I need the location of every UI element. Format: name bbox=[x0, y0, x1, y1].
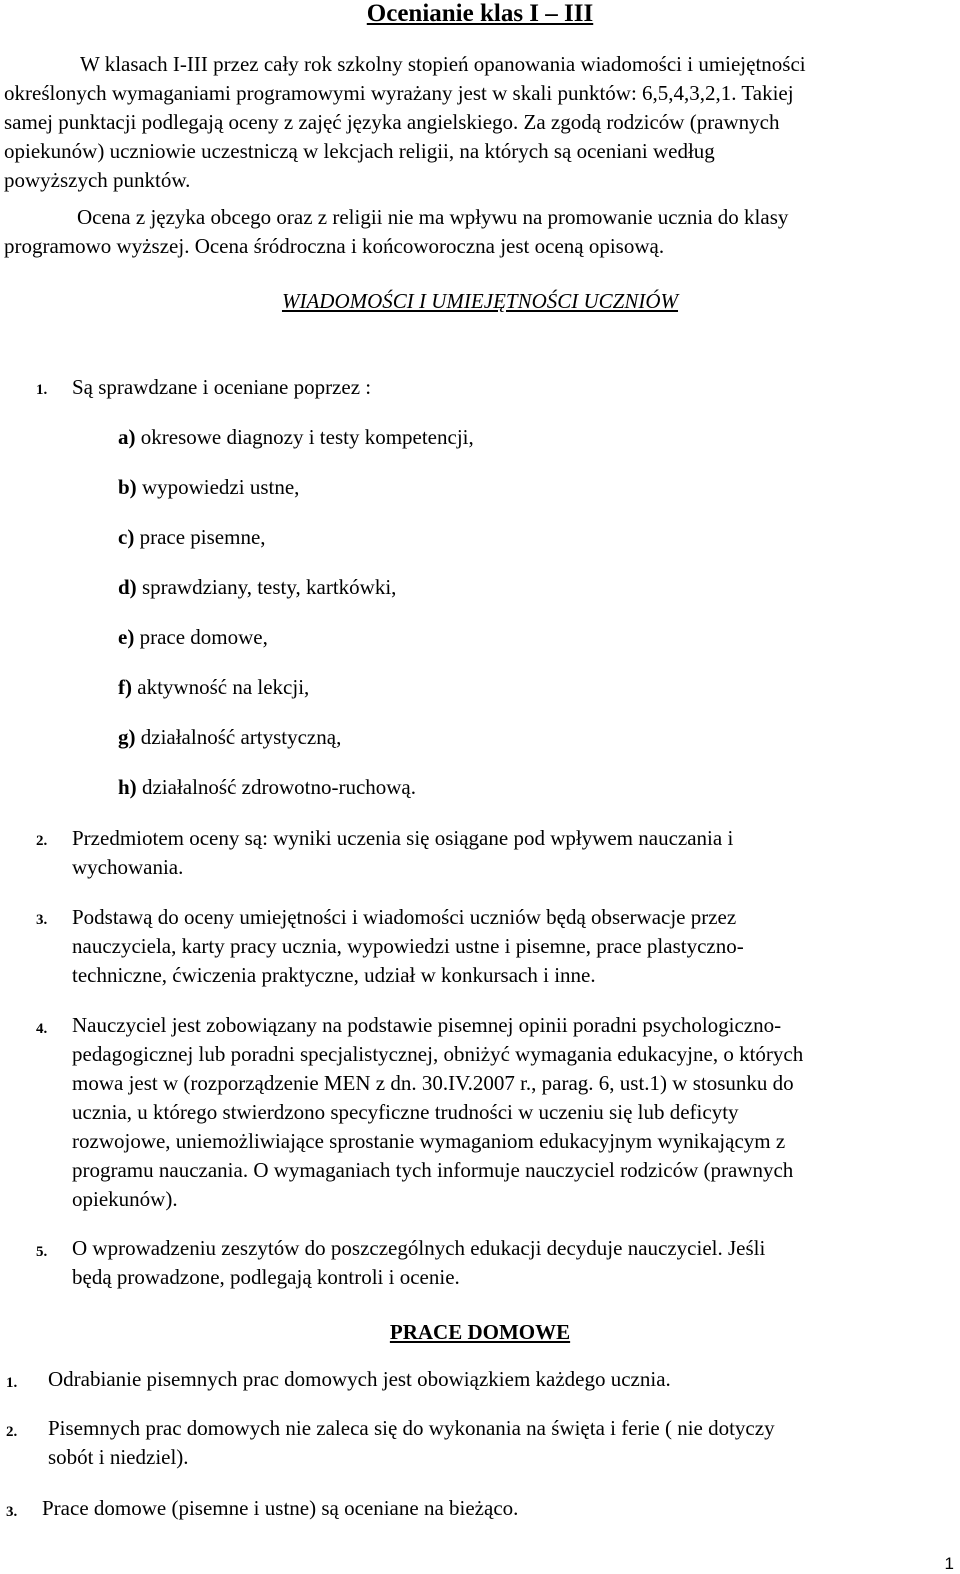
list-item-letter: a) bbox=[118, 425, 136, 449]
list-item-letter: c) bbox=[118, 525, 135, 549]
page-title: Ocenianie klas I – III bbox=[366, 0, 594, 27]
list-item bbox=[118, 575, 396, 600]
point-line: nauczyciela, karty pracy ucznia, wypowiedzi ustne i pisemne, prace plastyczno- bbox=[72, 934, 744, 958]
point-line: O wprowadzeniu zeszytów do poszczególnych edukacji decyduje nauczyciel. Jeśli bbox=[72, 1236, 766, 1260]
homework-number: 1. bbox=[6, 1375, 18, 1391]
list-item-text: prace pisemne, bbox=[139, 525, 266, 549]
point-line: Przedmiotem oceny są: wyniki uczenia się osiągane pod wpływem nauczania i bbox=[72, 826, 734, 850]
homework-line: Pisemnych prac domowych nie zaleca się do wykonania na święta i ferie ( nie dotyczy bbox=[48, 1416, 775, 1440]
point-line: wychowania. bbox=[72, 855, 184, 879]
list-item-text: wypowiedzi ustne, bbox=[141, 475, 300, 499]
homework-line: Prace domowe (pisemne i ustne) są oceniane na bieżąco. bbox=[42, 1496, 519, 1520]
list-item bbox=[118, 775, 416, 800]
list-item-text: działalność artystyczną, bbox=[140, 725, 342, 749]
intro-line-2: określonych wymaganiami programowymi wyrażany jest w skali punktów: 6,5,4,3,2,1. Takiej bbox=[4, 81, 794, 105]
homework-line: Odrabianie pisemnych prac domowych jest obowiązkiem każdego ucznia. bbox=[48, 1367, 671, 1391]
point-line: programu nauczania. O wymaganiach tych informuje nauczyciel rodziców (prawnych bbox=[72, 1158, 794, 1182]
point-line: techniczne, ćwiczenia praktyczne, udział w konkursach i inne. bbox=[72, 963, 596, 987]
point-number: 3. bbox=[36, 912, 48, 928]
point-number: 1. bbox=[36, 382, 48, 398]
point-number: 4. bbox=[36, 1021, 48, 1037]
point-line: Nauczyciel jest zobowiązany na podstawie pisemnej opinii poradni psychologiczno- bbox=[72, 1013, 782, 1037]
list-item-text: okresowe diagnozy i testy kompetencji, bbox=[140, 425, 474, 449]
list-item-letter: d) bbox=[118, 575, 137, 599]
note-line-2: programowo wyższej. Ocena śródroczna i końcoworoczna jest oceną opisową. bbox=[4, 234, 665, 258]
section-heading-knowledge: WIADOMOŚCI I UMIEJĘTNOŚCI UCZNIÓW bbox=[281, 289, 679, 313]
point-line: opiekunów). bbox=[72, 1187, 178, 1211]
list-item-letter: g) bbox=[118, 725, 136, 749]
list-item-text: aktywność na lekcji, bbox=[137, 675, 310, 699]
list-item-letter: h) bbox=[118, 775, 137, 799]
intro-line-4: opiekunów) uczniowie uczestniczą w lekcjach religii, na których są oceniani według bbox=[4, 139, 715, 163]
list-item bbox=[118, 725, 341, 750]
list-item bbox=[118, 425, 474, 450]
list-item-letter: e) bbox=[118, 625, 135, 649]
list-item-text: prace domowe, bbox=[139, 625, 268, 649]
homework-line: sobót i niedziel). bbox=[48, 1445, 189, 1469]
point-line: rozwojowe, uniemożliwiające sprostanie wymaganiom edukacyjnym wynikającym z bbox=[72, 1129, 786, 1153]
point-line: będą prowadzone, podlegają kontroli i ocenie. bbox=[72, 1265, 460, 1289]
list-item-text: działalność zdrowotno-ruchową. bbox=[141, 775, 417, 799]
point-number: 5. bbox=[36, 1244, 48, 1260]
homework-number: 2. bbox=[6, 1424, 18, 1440]
homework-number: 3. bbox=[6, 1504, 18, 1520]
list-item-text: sprawdziany, testy, kartkówki, bbox=[141, 575, 397, 599]
list-item bbox=[118, 625, 268, 650]
point-line: mowa jest w (rozporządzenie MEN z dn. 30.IV.2007 r., parag. 6, ust.1) w stosunku do bbox=[72, 1071, 794, 1095]
intro-line-1: W klasach I-III przez cały rok szkolny stopień opanowania wiadomości i umiejętności bbox=[80, 52, 806, 76]
point-number: 2. bbox=[36, 833, 48, 849]
point-line: Podstawą do oceny umiejętności i wiadomości uczniów będą obserwacje przez bbox=[72, 905, 737, 929]
point-line: ucznia, u którego stwierdzono specyficzne trudności w uczeniu się lub deficyty bbox=[72, 1100, 739, 1124]
list-item bbox=[118, 525, 266, 550]
list-item bbox=[118, 675, 309, 700]
intro-line-3: samej punktacji podlegają oceny z zajęć języka angielskiego. Za zgodą rodziców (prawnych bbox=[4, 110, 780, 134]
point-text: Są sprawdzane i oceniane poprzez : bbox=[72, 375, 372, 399]
section-heading-homework: PRACE DOMOWE bbox=[389, 1320, 571, 1344]
intro-line-5: powyższych punktów. bbox=[4, 168, 191, 192]
point-line: pedagogicznej lub poradni specjalistycznej, obniżyć wymagania edukacyjne, o których bbox=[72, 1042, 804, 1066]
list-item-letter: f) bbox=[118, 675, 132, 699]
list-item-letter: b) bbox=[118, 475, 137, 499]
list-item bbox=[118, 475, 299, 500]
page-number: 1 bbox=[944, 1554, 954, 1573]
note-line-1: Ocena z języka obcego oraz z religii nie ma wpływu na promowanie ucznia do klasy bbox=[77, 205, 789, 229]
